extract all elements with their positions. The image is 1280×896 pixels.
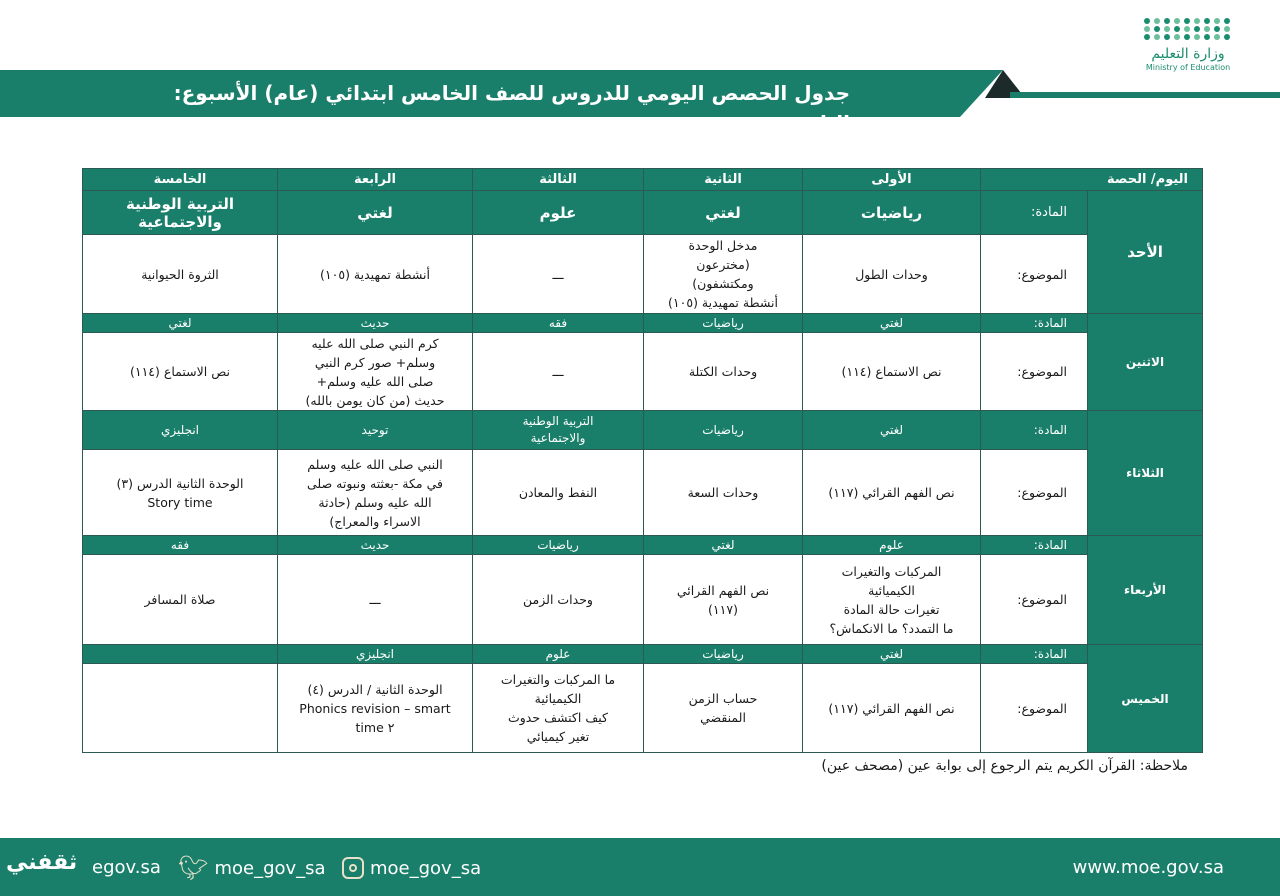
twitter-handle: moe_gov_sa	[214, 857, 326, 879]
topic-cell: ـــ	[473, 333, 644, 411]
egov-text: egov.sa	[92, 857, 161, 878]
table-row	[83, 450, 1203, 536]
day-monday: الاثنين	[1088, 314, 1203, 411]
table-row	[83, 411, 1203, 450]
table-row	[83, 555, 1203, 645]
topic-cell: وحدات الكتلة	[644, 333, 803, 411]
ministry-logo-icon	[1138, 18, 1238, 40]
instagram-handle: moe_gov_sa	[370, 857, 482, 879]
ministry-logo	[1138, 18, 1238, 72]
day-wednesday: الأربعاء	[1088, 536, 1203, 645]
subject-cell: علوم	[473, 191, 644, 235]
footer-bar	[0, 838, 1280, 896]
subject-cell: لغتي	[83, 314, 278, 333]
subject-cell: توحيد	[278, 411, 473, 450]
topic-cell: ـــ	[278, 555, 473, 645]
table-row	[83, 536, 1203, 555]
subject-cell: رياضيات	[644, 645, 803, 664]
topic-cell: الوحدة الثانية الدرس (٣) Story time	[83, 450, 278, 536]
topic-label: الموضوع:	[981, 333, 1088, 411]
subject-cell: رياضيات	[473, 536, 644, 555]
instagram-link[interactable]	[342, 857, 481, 879]
topic-cell: الوحدة الثانية / الدرس (٤) Phonics revision – smart time ٢	[278, 664, 473, 753]
topic-cell: وحدات الزمن	[473, 555, 644, 645]
header-period-5: الخامسة	[83, 169, 278, 191]
subject-cell: لغتي	[278, 191, 473, 235]
topic-cell: نص الاستماع (١١٤)	[803, 333, 981, 411]
topic-cell: حساب الزمن المنقضي	[644, 664, 803, 753]
header-period-3: الثالثة	[473, 169, 644, 191]
page-title: جدول الحصص اليومي للدروس للصف الخامس ابتدائي (عام) الأسبوع: الثامن	[173, 81, 850, 135]
topic-cell: النفط والمعادن	[473, 450, 644, 536]
logo-arabic-text: وزارة التعليم	[1151, 46, 1225, 62]
subject-cell: لغتي	[803, 411, 981, 450]
table-row	[83, 235, 1203, 314]
subject-label: المادة:	[981, 314, 1088, 333]
header-period-4: الرابعة	[278, 169, 473, 191]
table-row	[83, 333, 1203, 411]
day-sunday: الأحد	[1088, 191, 1203, 314]
topic-cell: النبي صلى الله عليه وسلم في مكة -بعثته ونبوته صلى الله عليه وسلم (حادثة الاسراء والمعراج)	[278, 450, 473, 536]
table-header-row	[83, 169, 1203, 191]
table-row	[83, 664, 1203, 753]
schedule-table	[82, 168, 1203, 753]
subject-cell: علوم	[803, 536, 981, 555]
topic-cell: المركبات والتغيرات الكيميائية تغيرات حالة المادة ما التمدد؟ ما الانكماش؟	[803, 555, 981, 645]
subject-cell: انجليزي	[278, 645, 473, 664]
topic-cell: وحدات السعة	[644, 450, 803, 536]
topic-cell: صلاة المسافر	[83, 555, 278, 645]
subject-cell: فقه	[473, 314, 644, 333]
subject-cell: لغتي	[644, 536, 803, 555]
subject-cell: التربية الوطنية والاجتماعية	[473, 411, 644, 450]
table-row	[83, 645, 1203, 664]
topic-cell: أنشطة تمهيدية (١٠٥)	[278, 235, 473, 314]
header-period-1: الأولى	[803, 169, 981, 191]
egov-link[interactable]	[92, 857, 161, 878]
subject-cell	[83, 645, 278, 664]
watermark: ثقفني	[6, 850, 78, 875]
subject-cell: لغتي	[803, 645, 981, 664]
website-link[interactable]: www.moe.gov.sa	[1072, 857, 1224, 878]
subject-label: المادة:	[981, 536, 1088, 555]
header-divider	[1010, 92, 1280, 98]
topic-cell	[83, 664, 278, 753]
subject-cell: حديث	[278, 314, 473, 333]
quran-note: ملاحظة: القرآن الكريم يتم الرجوع إلى بوابة عين (مصحف عين)	[821, 758, 1188, 774]
topic-cell: ـــ	[473, 235, 644, 314]
logo-english-text: Ministry of Education	[1145, 63, 1231, 72]
topic-label: الموضوع:	[981, 450, 1088, 536]
subject-cell: انجليزي	[83, 411, 278, 450]
topic-cell: نص الفهم القرائي (١١٧)	[644, 555, 803, 645]
table-row	[83, 314, 1203, 333]
twitter-link[interactable]	[178, 854, 326, 882]
topic-cell: نص الفهم القرائي (١١٧)	[803, 664, 981, 753]
subject-cell: لغتي	[644, 191, 803, 235]
subject-label: المادة:	[981, 191, 1088, 235]
day-thursday: الخميس	[1088, 645, 1203, 753]
topic-cell: وحدات الطول	[803, 235, 981, 314]
day-tuesday: الثلاثاء	[1088, 411, 1203, 536]
subject-cell: حديث	[278, 536, 473, 555]
header-period-2: الثانية	[644, 169, 803, 191]
topic-label: الموضوع:	[981, 235, 1088, 314]
table-row	[83, 191, 1203, 235]
topic-cell: مدخل الوحدة (مخترعون ومكتشفون) أنشطة تمهيدية (١٠٥)	[644, 235, 803, 314]
subject-cell: فقه	[83, 536, 278, 555]
header-day-period: اليوم/ الحصة	[981, 169, 1203, 191]
subject-label: المادة:	[981, 645, 1088, 664]
topic-cell: ما المركبات والتغيرات الكيميائية كيف اكتشف حدوث تغير كيميائي	[473, 664, 644, 753]
subject-cell: رياضيات	[803, 191, 981, 235]
subject-cell: التربية الوطنية والاجتماعية	[83, 191, 278, 235]
topic-cell: نص الاستماع (١١٤)	[83, 333, 278, 411]
subject-cell: لغتي	[803, 314, 981, 333]
topic-cell: كرم النبي صلى الله عليه وسلم+ صور كرم النبي صلى الله عليه وسلم+ حديث (من كان يومن بالله)	[278, 333, 473, 411]
topic-cell: الثروة الحيوانية	[83, 235, 278, 314]
subject-cell: رياضيات	[644, 411, 803, 450]
topic-cell: نص الفهم القرائي (١١٧)	[803, 450, 981, 536]
topic-label: الموضوع:	[981, 664, 1088, 753]
subject-cell: رياضيات	[644, 314, 803, 333]
subject-label: المادة:	[981, 411, 1088, 450]
twitter-icon: 🐦︎	[178, 854, 209, 882]
subject-cell: علوم	[473, 645, 644, 664]
topic-label: الموضوع:	[981, 555, 1088, 645]
instagram-icon	[342, 857, 364, 879]
